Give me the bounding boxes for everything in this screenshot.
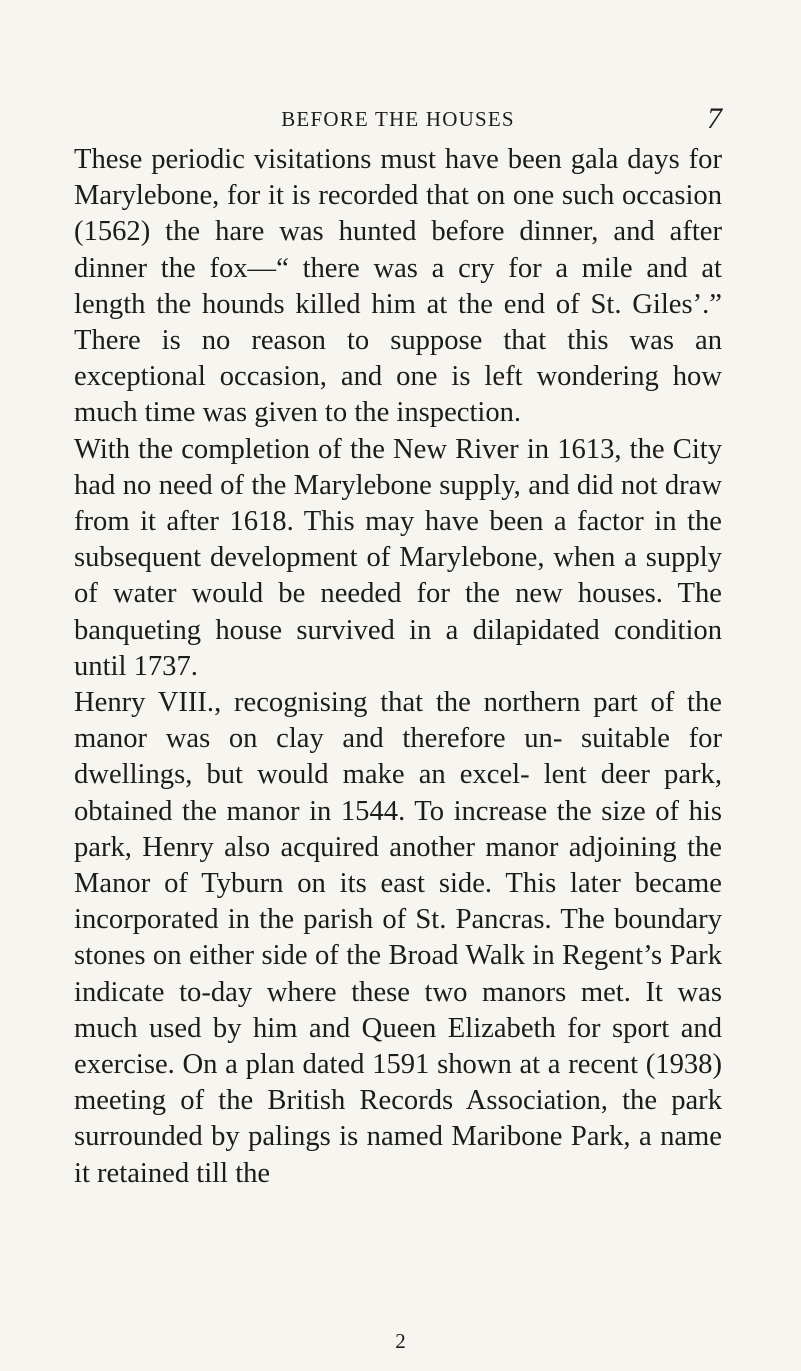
paragraph-3: Henry VIII., recognising that the northern part of the manor was on clay and therefore un- suitable for dwellings, but would make an excel- lent deer park, obtained the manor in 1544. To increase the size of his park, Henry also acquired another manor adjoining the Manor of Tyburn on its east side. This later became incorporated in the parish of St. Pancras. The boundary stones on either side of the Broad Walk in Regent’s Park indicate to-day where these two manors met. It was much used by him and Queen Elizabeth for sport and exercise. On a plan dated 1591 shown at a recent (1938) meeting of the British Records Association, the park surrounded by palings is named Maribone Park, a name it retained till the bbox=[74, 687, 722, 1189]
running-head bbox=[74, 104, 722, 134]
page-number: 7 bbox=[707, 102, 722, 135]
running-title: BEFORE THE HOUSES bbox=[281, 107, 515, 131]
body-text bbox=[74, 142, 722, 1192]
paragraph-1: These periodic visitations must have been gala days for Marylebone, for it is recorded that on one such occasion (1562) the hare was hunted before dinner, and after dinner the fox—“ there was a cry for a mile and at length the hounds killed him at the end of St. Giles’.” There is no reason to suppose that this was an exceptional occasion, and one is left wondering how much time was given to the inspection. bbox=[74, 144, 722, 429]
paragraph-2: With the completion of the New River in 1613, the City had no need of the Marylebone supply, and did not draw from it after 1618. This may have been a factor in the subsequent development of Marylebone, when a supply of water would be needed for the new houses. The banqueting house survived in a dilapidated condition until 1737. bbox=[74, 433, 722, 682]
signature-mark: 2 bbox=[395, 1329, 406, 1353]
